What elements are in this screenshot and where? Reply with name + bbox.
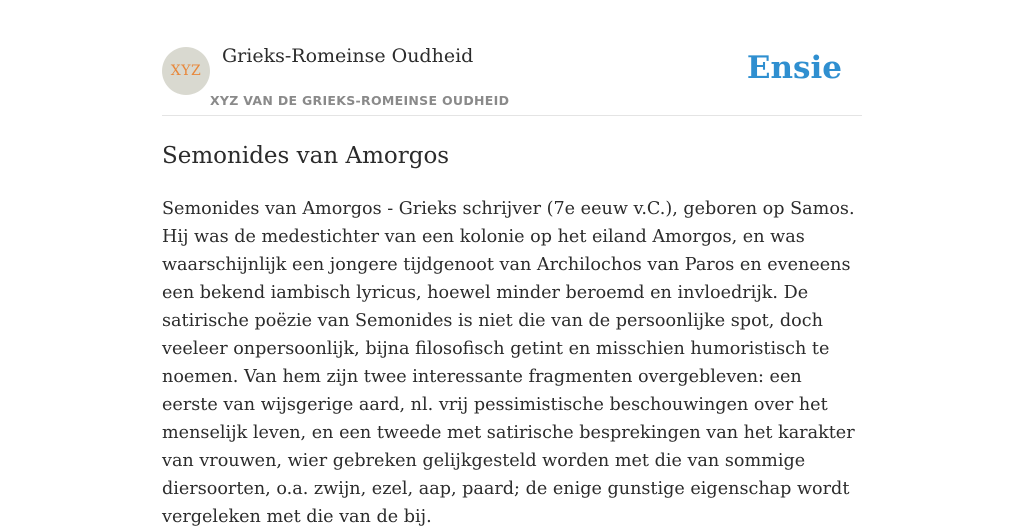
article-title: Semonides van Amorgos	[162, 143, 450, 169]
page	[162, 0, 862, 531]
brand-logo[interactable]: Ensie	[746, 50, 842, 86]
article-body: Semonides van Amorgos - Grieks schrijver (7e eeuw v.C.), geboren op Samos. Hij was de medestichter van een kolonie op het eiland Amorgos, en was waarschijnlijk een jongere tijdgenoot van Archilochos van Paros en eveneens een bekend iambisch lyricus, hoewel minder beroemd en invloedrijk. De satirische poëzie van Semonides is niet die van de persoonlijke spot, doch veeleer onpersoonlijk, bijna filosofisch getint en misschien humoristisch te noemen. Van hem zijn twee interessante fragmenten overgebleven: een eerste van wijsgerige aard, nl. vrij pessimistische beschouwingen over het menselijk leven, en een tweede met satirische besprekingen van het karakter van vrouwen, wier gebreken gelijkgesteld worden met die van sommige diersoorten, o.a. zwijn, ezel, aap, paard; de enige gunstige eigenschap wordt vergeleken met die van de bij.	[162, 199, 855, 527]
author-name[interactable]: Grieks-Romeinse Oudheid	[222, 45, 474, 67]
header	[162, 0, 862, 116]
avatar[interactable]: XYZ	[162, 47, 210, 95]
author-subtitle: XYZ VAN DE GRIEKS-ROMEINSE OUDHEID	[210, 93, 510, 108]
